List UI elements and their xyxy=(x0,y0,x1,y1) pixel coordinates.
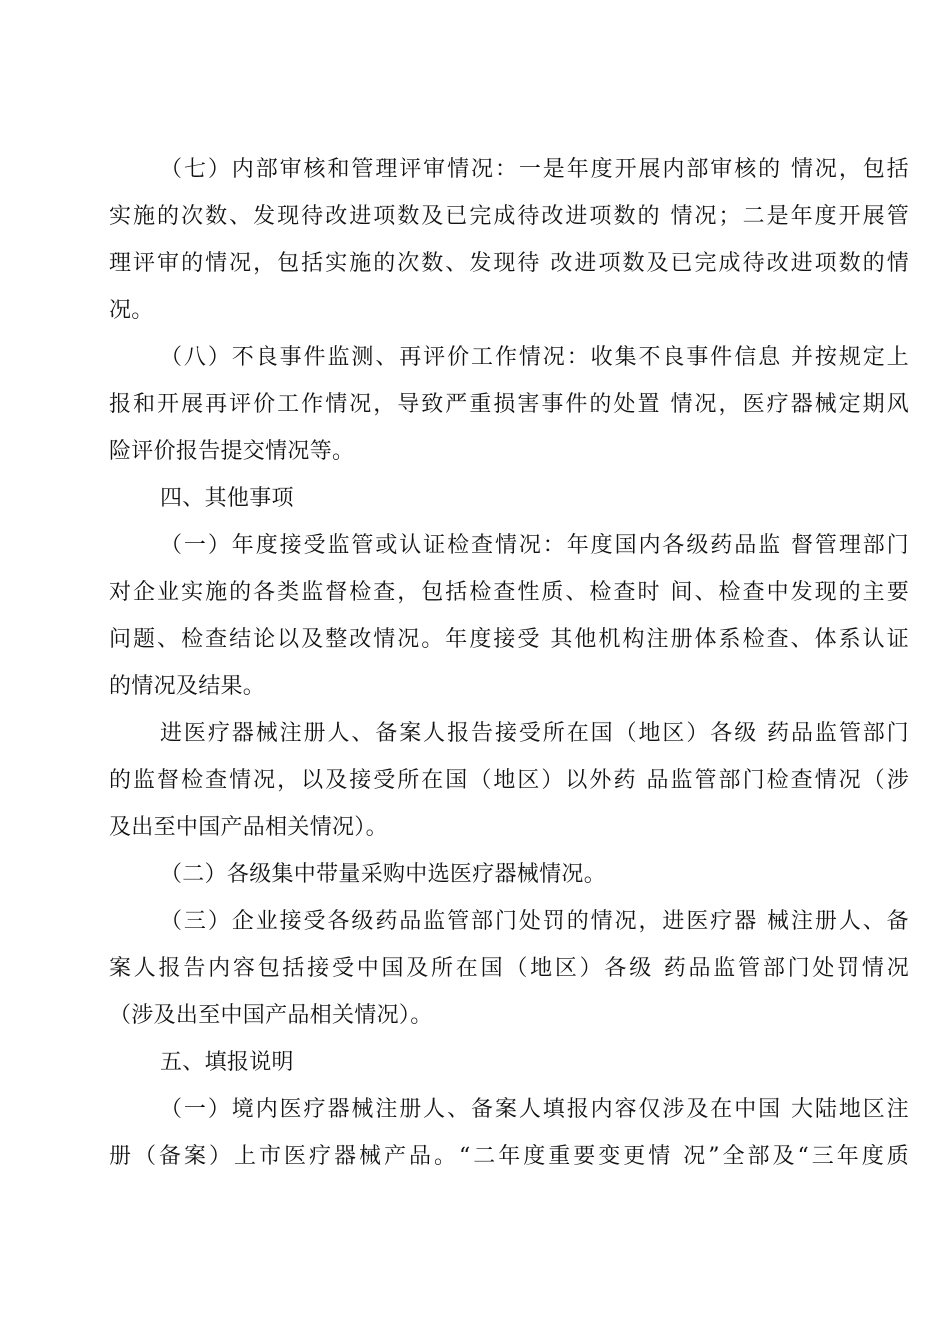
section-4-item-1-line-2: 对企业实施的各类监督检查，包括检查性质、检查时 间、检查中发现的主要 xyxy=(109,580,909,605)
section-5-item-1-line-2: 册（备案）上市医疗器械产品。“二年度重要变更情 况”全部及“三年度质 xyxy=(109,1144,909,1169)
section-4-item-1-line-3: 问题、检查结论以及整改情况。年度接受 其他机构注册体系检查、体系认证 xyxy=(109,627,909,652)
import-paragraph-line-3: 及出至中国产品相关情况）。 xyxy=(109,815,388,840)
section-4-item-3-line-2: 案人报告内容包括接受中国及所在国（地区）各级 药品监管部门处罚情况 xyxy=(109,956,909,981)
section-5-item-1-line-1: （一）境内医疗器械注册人、备案人填报内容仅涉及在中国 大陆地区注 xyxy=(160,1097,909,1122)
section-5-heading: 五、填报说明 xyxy=(160,1050,294,1075)
paragraph-8-line-3: 险评价报告提交情况等。 xyxy=(109,439,355,464)
paragraph-7-line-3: 理评审的情况，包括实施的次数、发现待 改进项数及已完成待改进项数的情 xyxy=(109,251,909,276)
paragraph-7-line-2: 实施的次数、发现待改进项数及已完成待改进项数的 情况；二是年度开展管 xyxy=(109,204,909,229)
paragraph-8-line-2: 报和开展再评价工作情况，导致严重损害事件的处置 情况，医疗器械定期风 xyxy=(109,392,909,417)
section-4-heading: 四、其他事项 xyxy=(160,486,294,511)
paragraph-8-line-1: （八）不良事件监测、再评价工作情况：收集不良事件信息 并按规定上 xyxy=(160,345,909,370)
import-paragraph-line-1: 进医疗器械注册人、备案人报告接受所在国（地区）各级 药品监管部门 xyxy=(160,721,909,746)
import-paragraph-line-2: 的监督检查情况，以及接受所在国（地区）以外药 品监管部门检查情况（涉 xyxy=(109,768,909,793)
section-4-item-3-line-1: （三）企业接受各级药品监管部门处罚的情况，进医疗器 械注册人、备 xyxy=(160,909,909,934)
section-4-item-1-line-4: 的情况及结果。 xyxy=(109,674,266,699)
section-4-item-2: （二）各级集中带量采购中选医疗器械情况。 xyxy=(160,862,607,887)
section-4-item-1-line-1: （一）年度接受监管或认证检查情况：年度国内各级药品监 督管理部门 xyxy=(160,533,909,558)
paragraph-7-line-1: （七）内部审核和管理评审情况：一是年度开展内部审核的 情况，包括 xyxy=(160,157,909,182)
section-4-item-3-line-3: （涉及出至中国产品相关情况）。 xyxy=(109,1003,433,1028)
paragraph-7-line-4: 况。 xyxy=(109,298,154,323)
